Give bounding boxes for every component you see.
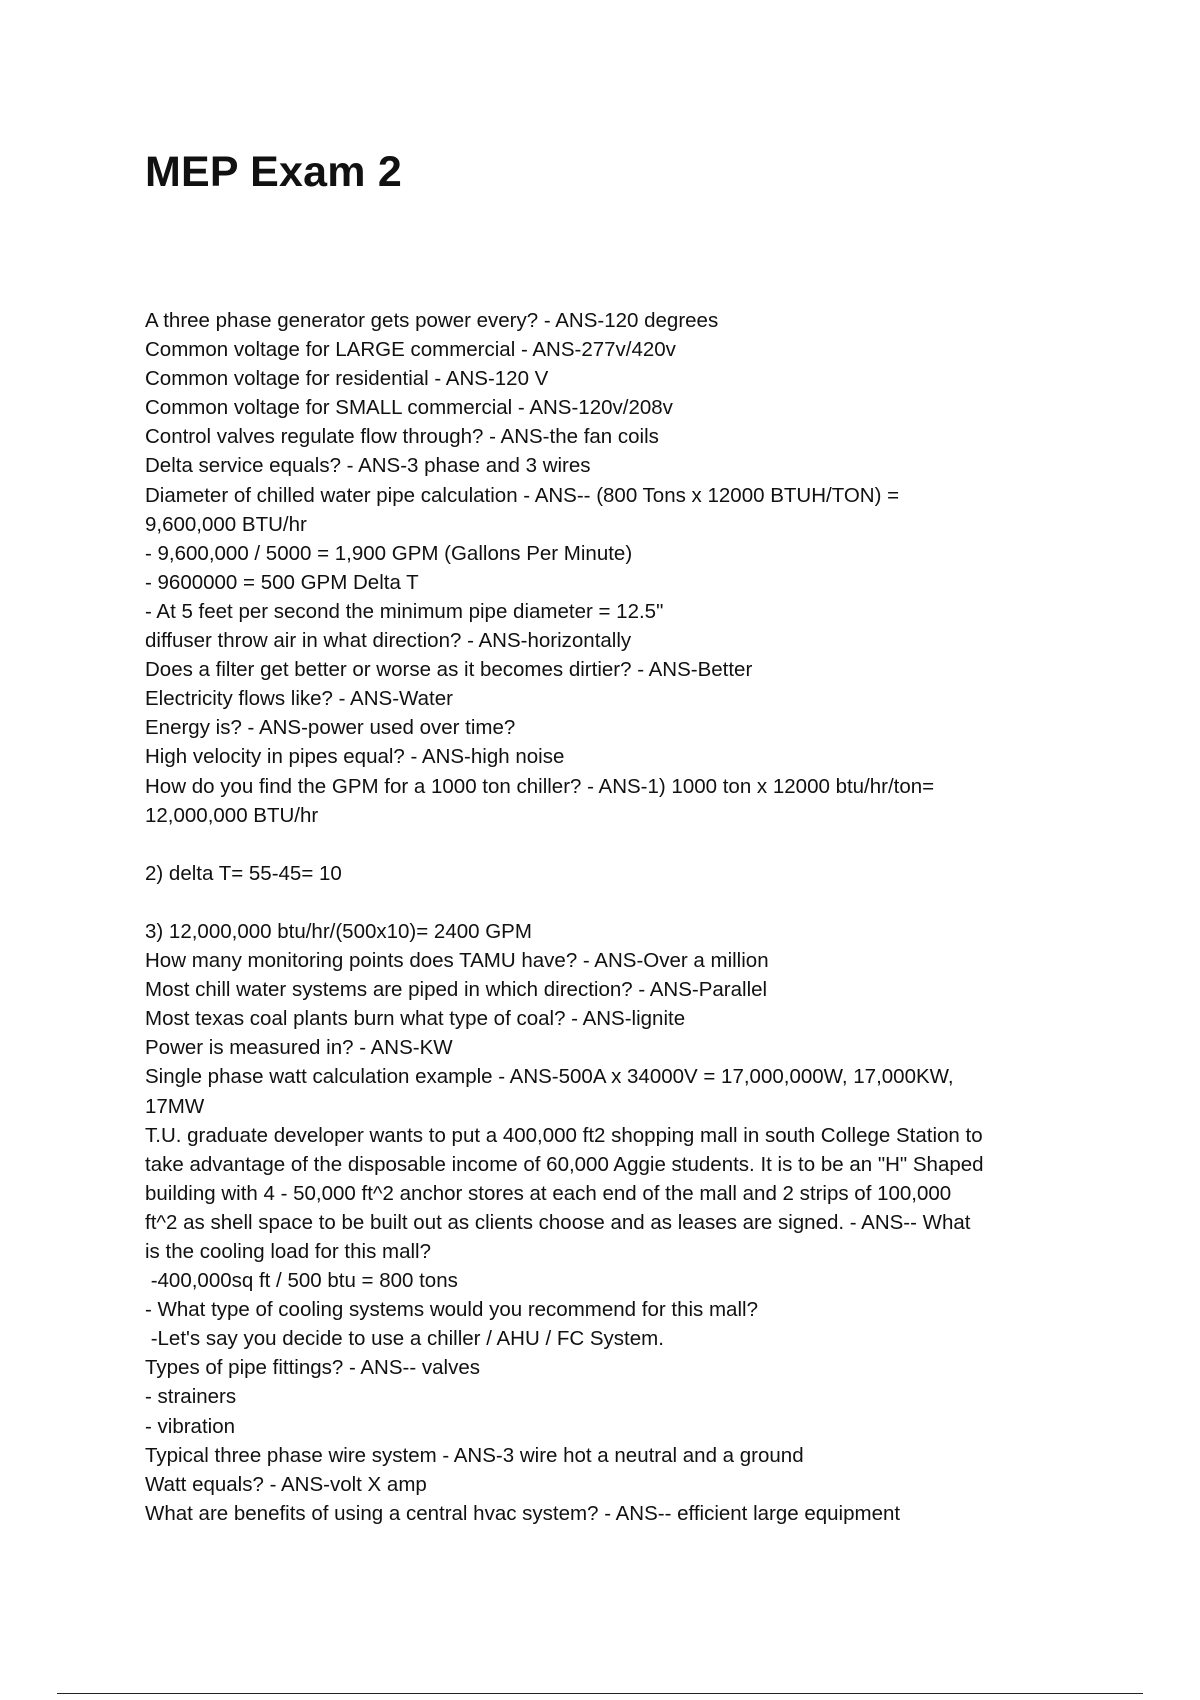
text-line: - strainers: [145, 1385, 237, 1409]
text-line: High velocity in pipes equal? - ANS-high noise: [145, 745, 565, 769]
text-line: Common voltage for LARGE commercial - ANS-277v/420v: [145, 338, 676, 362]
text-line: What are benefits of using a central hvac system? - ANS-- efficient large equipment: [145, 1501, 901, 1525]
text-line: 17MW: [145, 1094, 205, 1118]
text-line: T.U. graduate developer wants to put a 400,000 ft2 shopping mall in south College Station to: [145, 1123, 983, 1147]
text-line: Most chill water systems are piped in which direction? - ANS-Parallel: [145, 978, 768, 1002]
document-body: [145, 306, 1065, 1528]
text-line: Delta service equals? - ANS-3 phase and 3 wires: [145, 454, 591, 478]
text-line: Energy is? - ANS-power used over time?: [145, 716, 516, 740]
text-line: diffuser throw air in what direction? - ANS-horizontally: [145, 629, 632, 653]
text-line: How do you find the GPM for a 1000 ton chiller? - ANS-1) 1000 ton x 12000 btu/hr/ton=: [145, 774, 935, 798]
footer-divider: [57, 1693, 1143, 1694]
text-line: Watt equals? - ANS-volt X amp: [145, 1472, 427, 1496]
text-line: Control valves regulate flow through? - ANS-the fan coils: [145, 425, 659, 449]
text-line: - vibration: [145, 1414, 236, 1438]
text-line: Common voltage for residential - ANS-120 V: [145, 367, 549, 391]
text-line: 9,600,000 BTU/hr: [145, 512, 307, 536]
text-line: - 9,600,000 / 5000 = 1,900 GPM (Gallons Per Minute): [145, 541, 633, 565]
text-line: Typical three phase wire system - ANS-3 wire hot a neutral and a ground: [145, 1443, 804, 1467]
text-line: building with 4 - 50,000 ft^2 anchor stores at each end of the mall and 2 strips of 100,000: [145, 1181, 952, 1205]
text-line: Most texas coal plants burn what type of coal? - ANS-lignite: [145, 1007, 686, 1031]
text-line: take advantage of the disposable income of 60,000 Aggie students. It is to be an "H" Shaped: [145, 1152, 984, 1176]
text-line: Single phase watt calculation example - ANS-500A x 34000V = 17,000,000W, 17,000KW,: [145, 1065, 954, 1089]
document-title: MEP Exam 2: [145, 148, 402, 196]
text-line: - At 5 feet per second the minimum pipe diameter = 12.5": [145, 599, 664, 623]
text-line: 2) delta T= 55-45= 10: [145, 861, 342, 885]
text-line: -Let's say you decide to use a chiller / AHU / FC System.: [145, 1327, 664, 1351]
blank-line: [145, 830, 1065, 859]
text-line: -400,000sq ft / 500 btu = 800 tons: [145, 1269, 458, 1293]
text-line: - What type of cooling systems would you recommend for this mall?: [145, 1298, 758, 1322]
text-line: Diameter of chilled water pipe calculation - ANS-- (800 Tons x 12000 BTUH/TON) =: [145, 483, 900, 507]
text-line: Electricity flows like? - ANS-Water: [145, 687, 453, 711]
text-line: ft^2 as shell space to be built out as clients choose and as leases are signed. - ANS-- What: [145, 1210, 971, 1234]
text-line: 12,000,000 BTU/hr: [145, 803, 319, 827]
text-line: Types of pipe fittings? - ANS-- valves: [145, 1356, 480, 1380]
text-line: Power is measured in? - ANS-KW: [145, 1036, 453, 1060]
blank-line: [145, 888, 1065, 917]
text-line: Does a filter get better or worse as it becomes dirtier? - ANS-Better: [145, 658, 753, 682]
text-line: - 9600000 = 500 GPM Delta T: [145, 570, 419, 594]
text-line: A three phase generator gets power every? - ANS-120 degrees: [145, 309, 719, 332]
text-line: 3) 12,000,000 btu/hr/(500x10)= 2400 GPM: [145, 919, 532, 943]
text-line: Common voltage for SMALL commercial - ANS-120v/208v: [145, 396, 673, 420]
text-line: How many monitoring points does TAMU have? - ANS-Over a million: [145, 949, 769, 973]
text-line: is the cooling load for this mall?: [145, 1240, 432, 1263]
